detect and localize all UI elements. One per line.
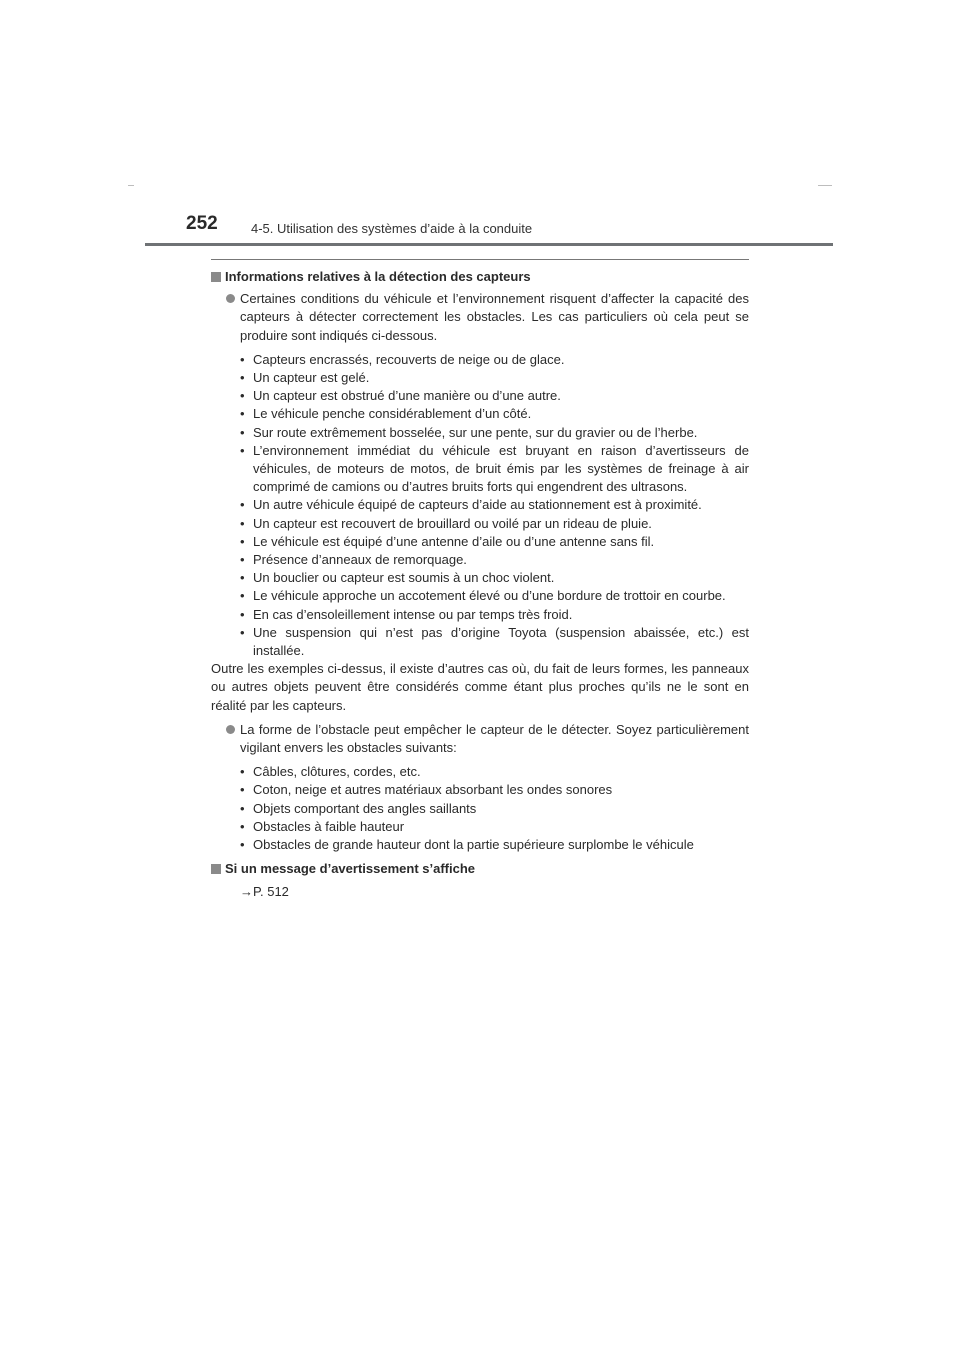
list-item: • L’environnement immédiat du véhicule est bruyant en raison d’avertisseurs de véhicules, de moteurs de motos, de bruit émis par les systèmes de freinage à air comprimé de camions ou d’autres bruits forts qui engendrent des ultrasons. xyxy=(240,442,749,497)
crop-mark-right xyxy=(818,185,832,186)
list-item: • Un bouclier ou capteur est soumis à un choc violent. xyxy=(240,569,749,587)
round-bullet-icon xyxy=(226,294,235,303)
page-number: 252 xyxy=(186,213,218,234)
list-item: • Objets comportant des angles saillants xyxy=(240,800,749,818)
list-item: • Le véhicule approche un accotement élevé ou d’une bordure de trottoir en courbe. xyxy=(240,587,749,605)
list-item: • Coton, neige et autres matériaux absorbant les ondes sonores xyxy=(240,781,749,799)
list-item: • Une suspension qui n’est pas d’origine Toyota (suspension abaissée, etc.) est installée. xyxy=(240,624,749,660)
section-heading-text: Informations relatives à la détection des capteurs xyxy=(225,269,531,284)
page-reference-link[interactable]: →P. 512 xyxy=(240,883,289,899)
list-item: • Sur route extrêmement bosselée, sur une pente, sur du gravier ou de l’herbe. xyxy=(240,424,749,442)
list-item: • Un capteur est gelé. xyxy=(240,369,749,387)
list-item: • Un autre véhicule équipé de capteurs d’aide au stationnement est à proximité. xyxy=(240,496,749,514)
list-item: • Obstacles à faible hauteur xyxy=(240,818,749,836)
list-item: • Capteurs encrassés, recouverts de neige ou de glace. xyxy=(240,351,749,369)
header-rule xyxy=(145,243,833,246)
content-rule xyxy=(211,259,749,260)
square-bullet-icon xyxy=(211,864,221,874)
conditions-list xyxy=(211,351,749,660)
list-item: • Câbles, clôtures, cordes, etc. xyxy=(240,763,749,781)
bullet-paragraph xyxy=(211,290,749,345)
bullet-paragraph xyxy=(211,721,749,757)
section-heading-sensors xyxy=(211,268,749,286)
list-item: • Obstacles de grande hauteur dont la partie supérieure surplombe le véhicule xyxy=(240,836,749,854)
bullet-text: La forme de l’obstacle peut empêcher le capteur de le détecter. Soyez particulièrement vigilant envers les obstacles suivants: xyxy=(240,721,749,756)
crop-mark-left xyxy=(128,185,134,186)
round-bullet-icon xyxy=(226,725,235,734)
section-heading-text: Si un message d’avertissement s’affiche xyxy=(225,861,475,877)
list-item: • Un capteur est obstrué d’une manière ou d’une autre. xyxy=(240,387,749,405)
obstacles-list xyxy=(211,763,749,854)
list-item: • Le véhicule penche considérablement d’un côté. xyxy=(240,405,749,423)
list-item: • Présence d’anneaux de remorquage. xyxy=(240,551,749,569)
bullet-text: Certaines conditions du véhicule et l’environnement risquent d’affecter la capacité des capteurs à détecter correctement les obstacles. Les cas particuliers où cela peut se produire sont indiqués ci-dessous. xyxy=(240,291,749,343)
list-item: • Un capteur est recouvert de brouillard ou voilé par un rideau de pluie. xyxy=(240,515,749,533)
section-heading-warning xyxy=(211,860,749,878)
content-body xyxy=(211,268,749,901)
list-item: • Le véhicule est équipé d’une antenne d’aile ou d’une antenne sans fil. xyxy=(240,533,749,551)
after-list-paragraph: Outre les exemples ci-dessus, il existe d’autres cas où, du fait de leurs formes, les panneaux ou autres objets peuvent être considérés comme étant plus proches qu’ils ne le sont en réalité par les capteurs. xyxy=(211,661,749,713)
square-bullet-icon xyxy=(211,272,221,282)
chapter-title: 4-5. Utilisation des systèmes d’aide à la conduite xyxy=(251,221,533,236)
list-item: • En cas d’ensoleillement intense ou par temps très froid. xyxy=(240,606,749,624)
